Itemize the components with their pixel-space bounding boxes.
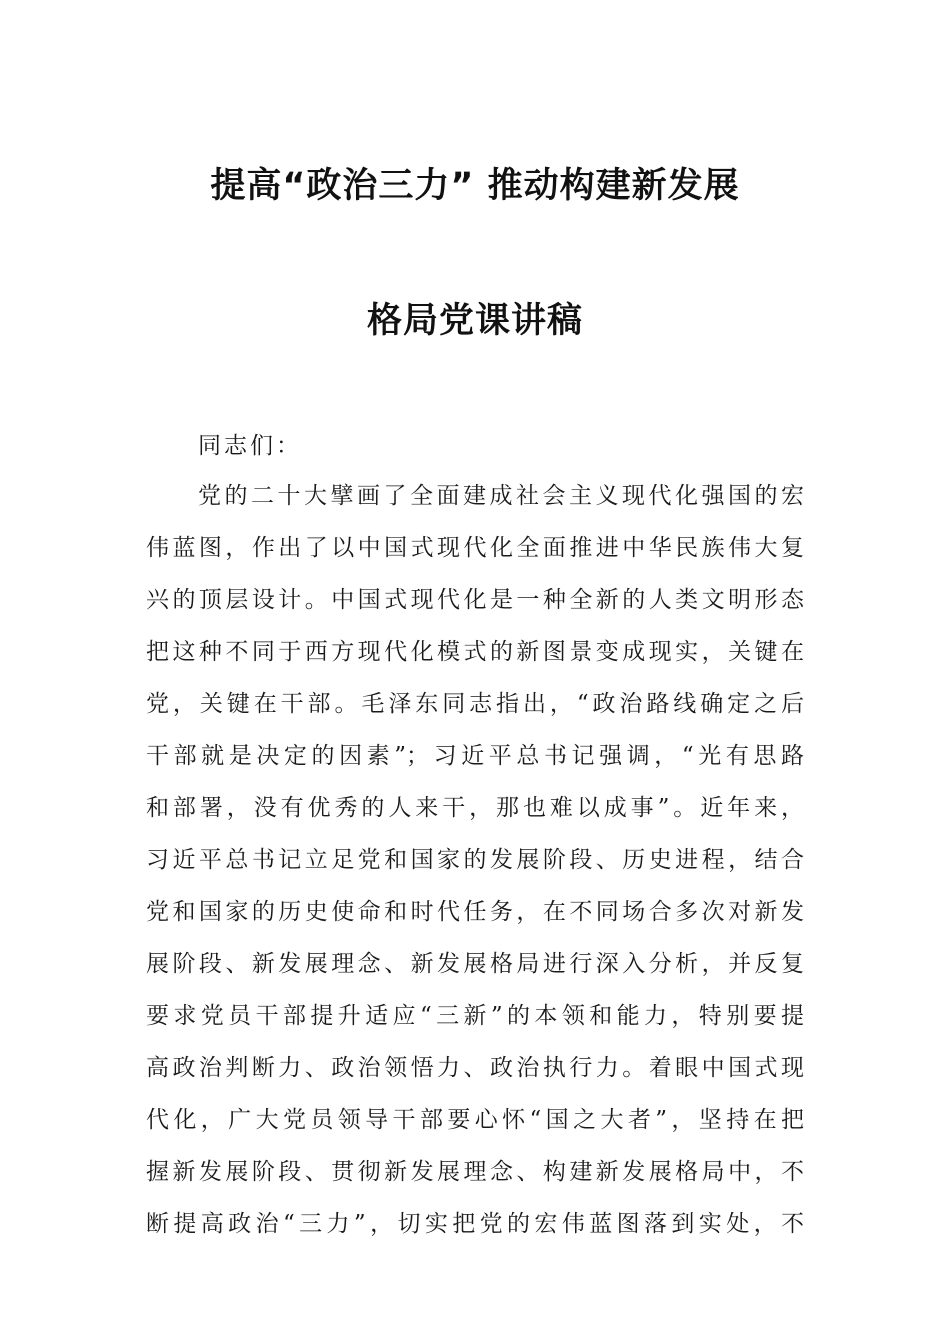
paragraph-line: 党和国家的历史使命和时代任务，在不同场合多次对新发 [146, 899, 804, 925]
paragraph-line: 代化，广大党员领导干部要心怀“国之大者”，坚持在把 [146, 1107, 804, 1133]
paragraph-line: 断提高政治“三力”，切实把党的宏伟蓝图落到实处，不 [146, 1211, 804, 1237]
salutation: 同志们： [198, 433, 302, 459]
document-title-line-1: 提高“政治三力” 推动构建新发展 [210, 166, 740, 206]
paragraph-line: 党的二十大擘画了全面建成社会主义现代化强国的宏 [198, 483, 804, 509]
document-title-line-2: 格局党课讲稿 [366, 301, 583, 341]
paragraph-line: 和部署，没有优秀的人来干，那也难以成事”。近年来， [146, 795, 804, 821]
paragraph-line: 展阶段、新发展理念、新发展格局进行深入分析，并反复 [146, 951, 804, 977]
paragraph-line: 要求党员干部提升适应“三新”的本领和能力，特别要提 [146, 1003, 804, 1029]
paragraph-line: 干部就是决定的因素”；习近平总书记强调，“光有思路 [146, 743, 804, 769]
paragraph-line: 习近平总书记立足党和国家的发展阶段、历史进程，结合 [146, 847, 804, 873]
paragraph-line: 高政治判断力、政治领悟力、政治执行力。着眼中国式现 [146, 1055, 804, 1081]
paragraph-line: 党，关键在干部。毛泽东同志指出，“政治路线确定之后 [146, 691, 804, 717]
paragraph-line: 把这种不同于西方现代化模式的新图景变成现实，关键在 [146, 639, 804, 665]
paragraph-line: 兴的顶层设计。中国式现代化是一种全新的人类文明形态 [146, 587, 804, 613]
paragraph-line: 伟蓝图，作出了以中国式现代化全面推进中华民族伟大复 [146, 535, 804, 561]
paragraph-line: 握新发展阶段、贯彻新发展理念、构建新发展格局中，不 [146, 1159, 804, 1185]
